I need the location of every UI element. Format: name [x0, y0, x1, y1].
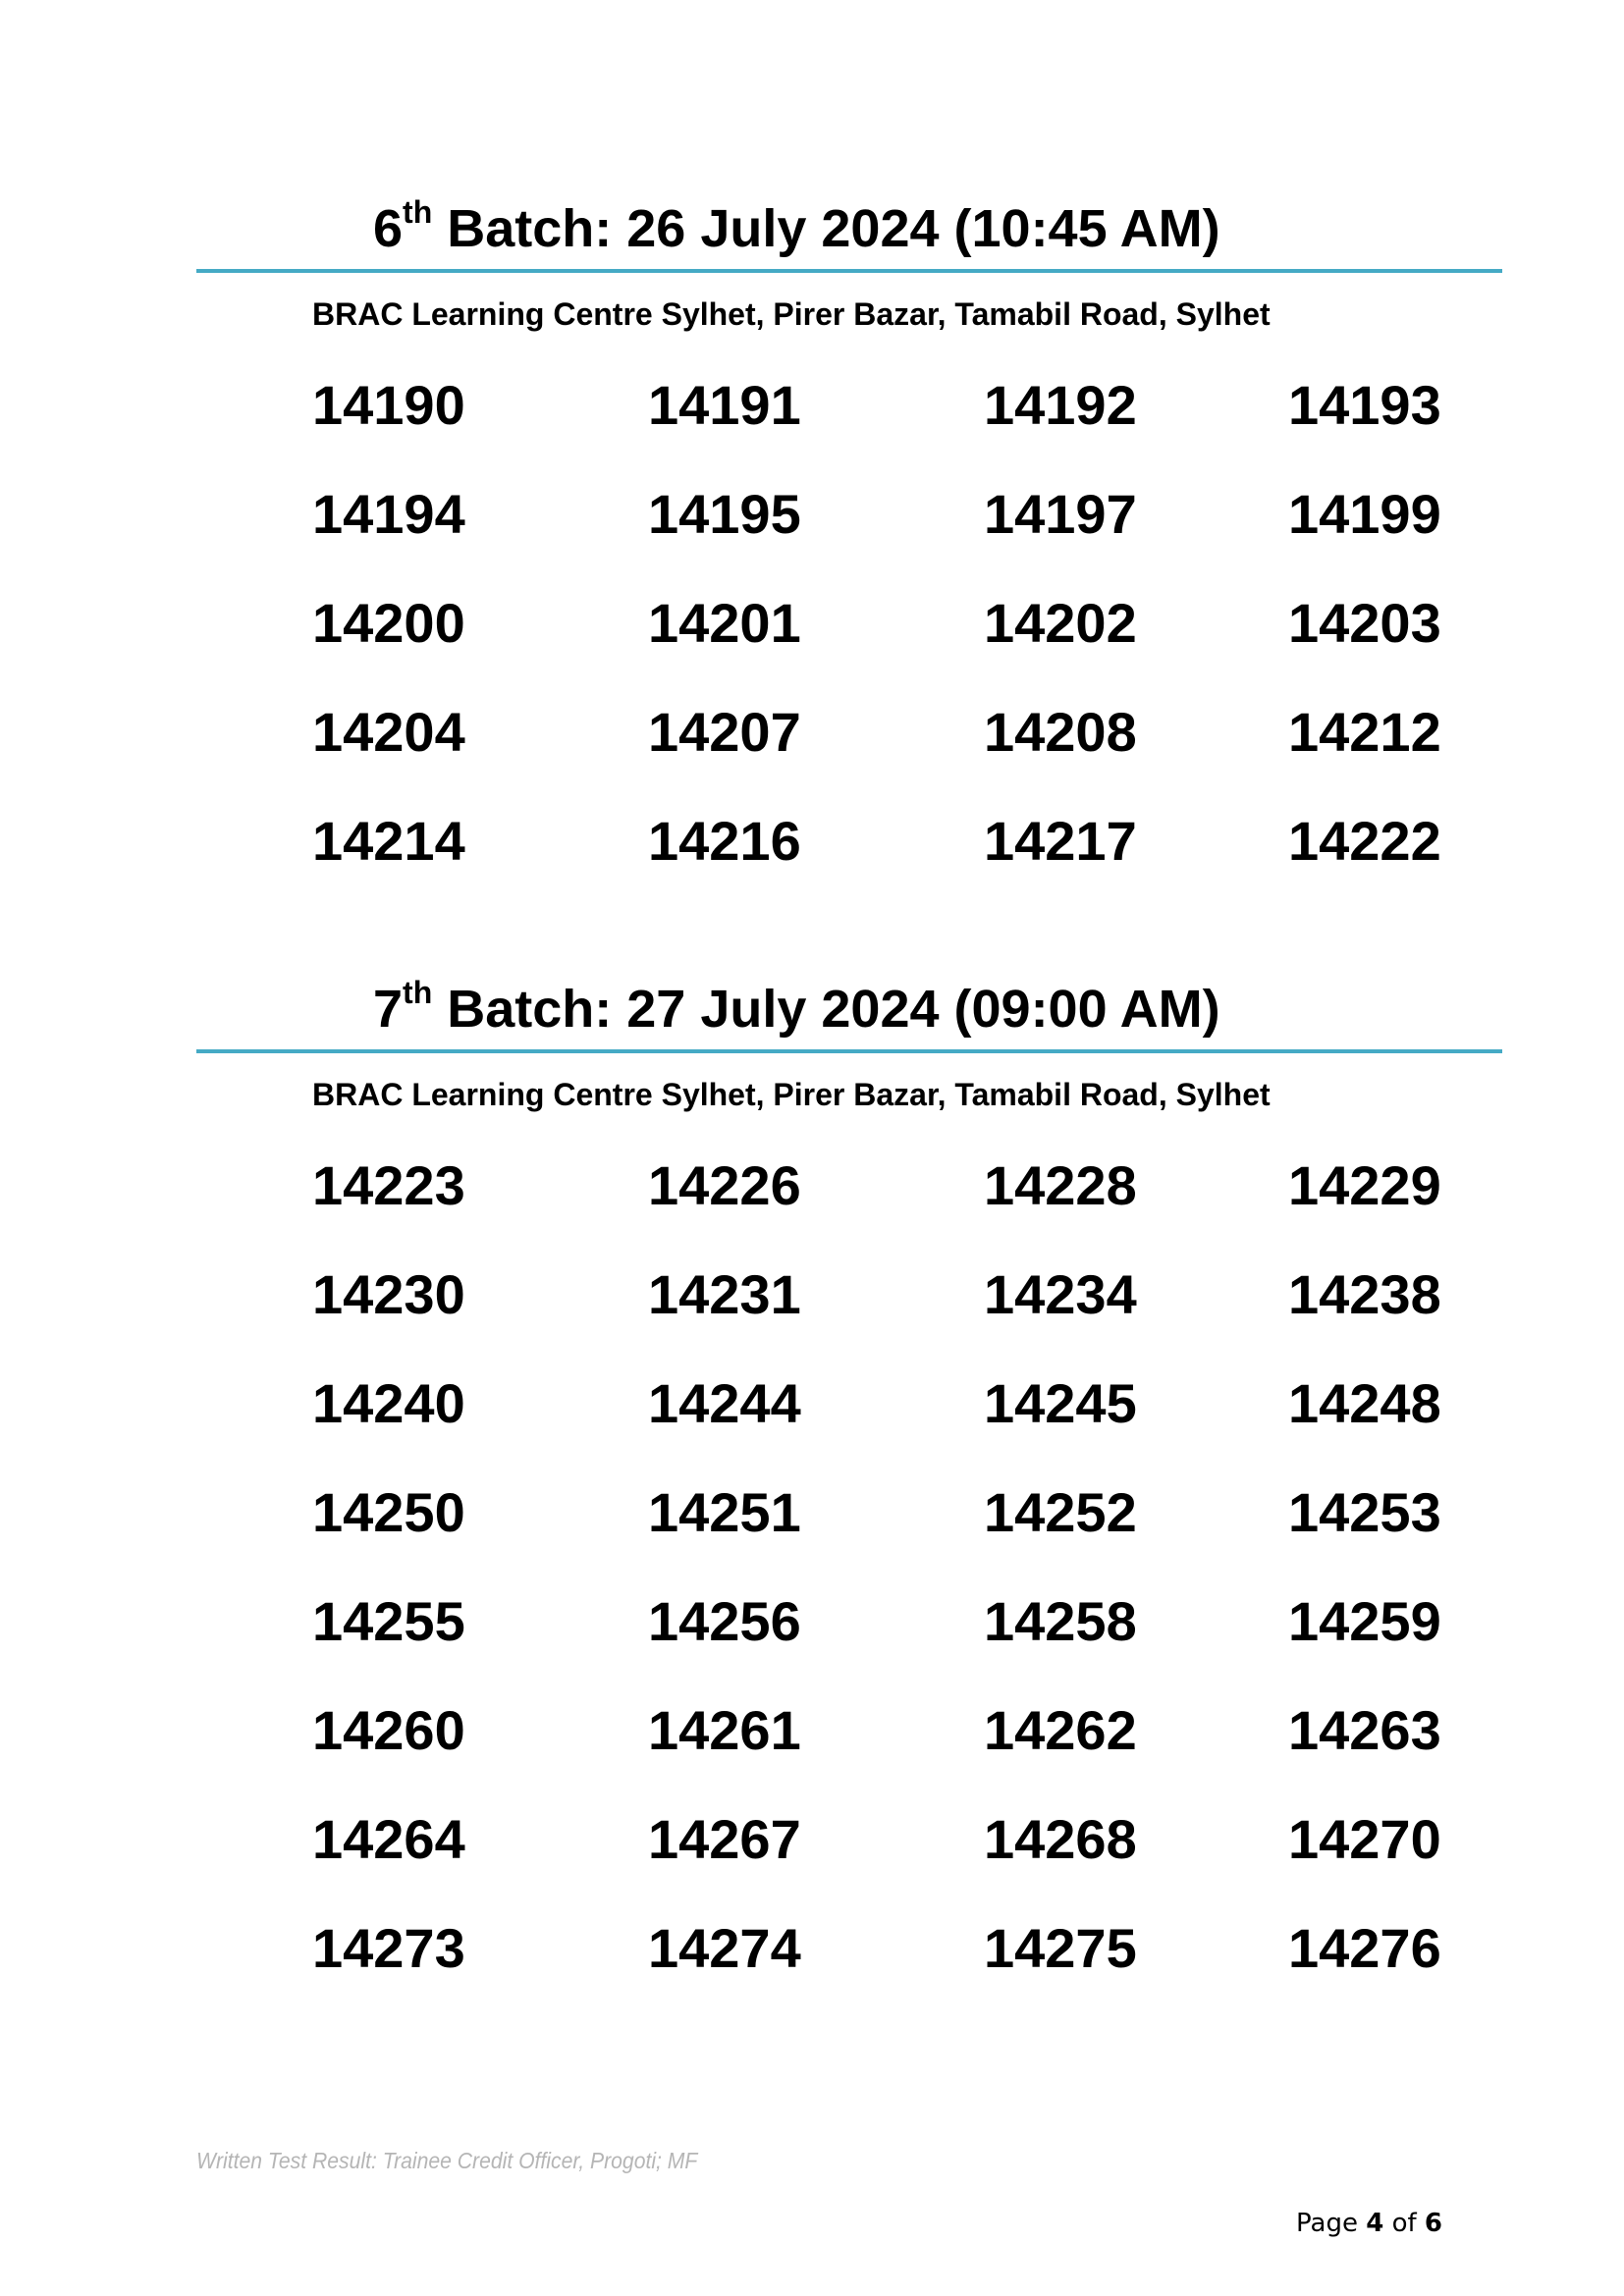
- batch-title: [373, 977, 1220, 1041]
- roll-number: 14214: [312, 810, 465, 872]
- page-number: [1296, 2209, 1442, 2238]
- roll-number: 14208: [984, 701, 1137, 763]
- roll-number: 14258: [984, 1590, 1137, 1652]
- roll-number: 14216: [648, 810, 801, 872]
- roll-number: 14217: [984, 810, 1137, 872]
- roll-number: 14253: [1288, 1481, 1441, 1543]
- roll-number: 14190: [312, 374, 465, 436]
- roll-number: 14226: [648, 1154, 801, 1216]
- roll-number: 14267: [648, 1808, 801, 1870]
- roll-number: 14275: [984, 1917, 1137, 1979]
- batch-ordinal-suffix: th: [403, 194, 433, 230]
- batch-ordinal-suffix: th: [403, 975, 433, 1010]
- roll-number: 14276: [1288, 1917, 1441, 1979]
- roll-number: 14222: [1288, 810, 1441, 872]
- roll-number: 14252: [984, 1481, 1137, 1543]
- roll-number: 14273: [312, 1917, 465, 1979]
- roll-number: 14270: [1288, 1808, 1441, 1870]
- roll-number: 14192: [984, 374, 1137, 436]
- batch-title-text: Batch: 26 July 2024 (10:45 AM): [432, 199, 1220, 258]
- roll-number: 14193: [1288, 374, 1441, 436]
- batch-title-text: Batch: 27 July 2024 (09:00 AM): [432, 980, 1220, 1039]
- page-total: 6: [1424, 2209, 1442, 2238]
- roll-number: 14199: [1288, 483, 1441, 545]
- roll-number: 14194: [312, 483, 465, 545]
- roll-number: 14223: [312, 1154, 465, 1216]
- page-current: 4: [1366, 2209, 1384, 2238]
- roll-number: 14264: [312, 1808, 465, 1870]
- roll-number: 14238: [1288, 1263, 1441, 1325]
- roll-number: 14195: [648, 483, 801, 545]
- roll-number: 14268: [984, 1808, 1137, 1870]
- roll-number: 14228: [984, 1154, 1137, 1216]
- roll-number: 14274: [648, 1917, 801, 1979]
- roll-number: 14250: [312, 1481, 465, 1543]
- roll-number: 14263: [1288, 1699, 1441, 1761]
- roll-number: 14207: [648, 701, 801, 763]
- roll-number: 14201: [648, 592, 801, 654]
- roll-number: 14203: [1288, 592, 1441, 654]
- roll-number: 14229: [1288, 1154, 1441, 1216]
- roll-number: 14256: [648, 1590, 801, 1652]
- roll-number: 14244: [648, 1372, 801, 1434]
- batch-venue: BRAC Learning Centre Sylhet, Pirer Bazar, Tamabil Road, Sylhet: [312, 1077, 1271, 1112]
- roll-number: 14261: [648, 1699, 801, 1761]
- roll-number: 14251: [648, 1481, 801, 1543]
- roll-number: 14197: [984, 483, 1137, 545]
- roll-number: 14234: [984, 1263, 1137, 1325]
- page-prefix: Page: [1296, 2209, 1367, 2238]
- batch-ordinal: 6: [373, 199, 404, 258]
- roll-number: 14248: [1288, 1372, 1441, 1434]
- roll-number: 14240: [312, 1372, 465, 1434]
- batch-venue: BRAC Learning Centre Sylhet, Pirer Bazar, Tamabil Road, Sylhet: [312, 296, 1271, 332]
- roll-number: 14200: [312, 592, 465, 654]
- batch-divider: [196, 269, 1502, 273]
- roll-number: 14255: [312, 1590, 465, 1652]
- batch-title: [373, 196, 1220, 261]
- roll-number: 14191: [648, 374, 801, 436]
- footer-note: Written Test Result: Trainee Credit Officer, Progoti; MF: [196, 2148, 698, 2173]
- roll-number: 14245: [984, 1372, 1137, 1434]
- roll-number: 14202: [984, 592, 1137, 654]
- roll-number: 14262: [984, 1699, 1137, 1761]
- roll-number: 14230: [312, 1263, 465, 1325]
- batch-ordinal: 7: [373, 980, 404, 1039]
- roll-number: 14231: [648, 1263, 801, 1325]
- roll-number: 14212: [1288, 701, 1441, 763]
- roll-number: 14260: [312, 1699, 465, 1761]
- roll-number: 14204: [312, 701, 465, 763]
- batch-divider: [196, 1049, 1502, 1053]
- roll-number: 14259: [1288, 1590, 1441, 1652]
- page-of: of: [1383, 2209, 1425, 2238]
